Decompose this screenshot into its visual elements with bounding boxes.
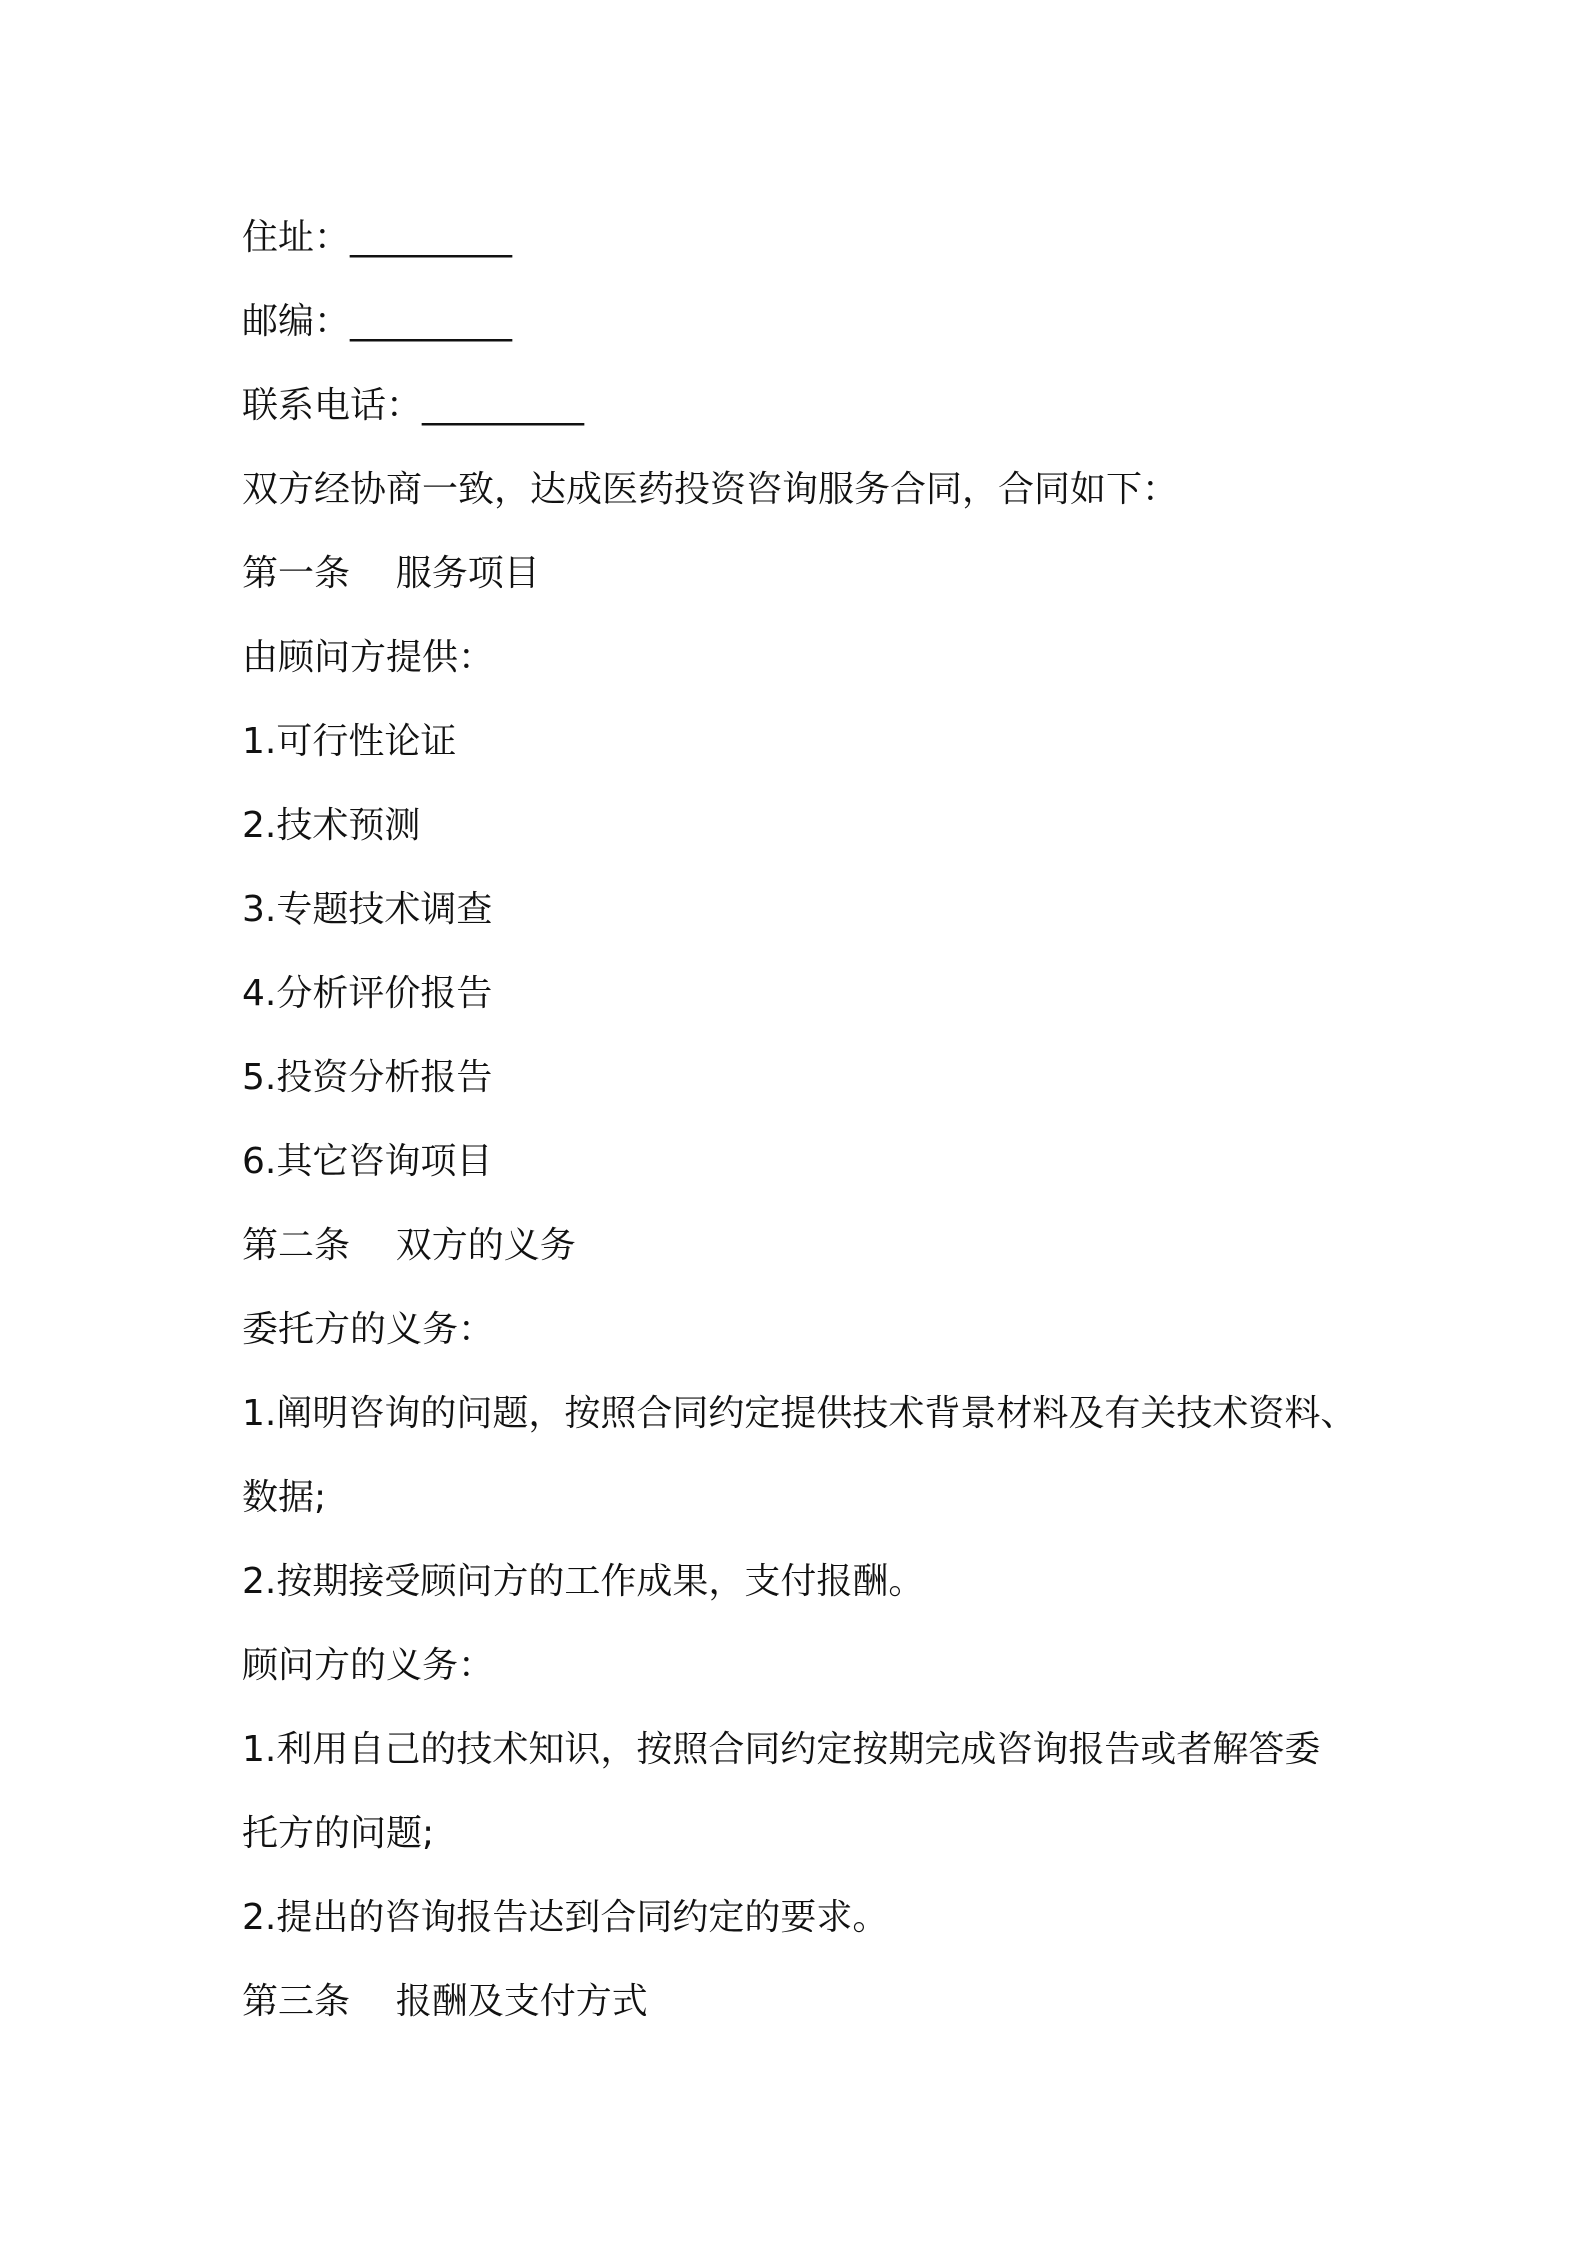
address-blank: _________	[350, 217, 513, 258]
address-field	[242, 196, 1402, 280]
article-3-title: 报酬及支付方式	[395, 1981, 648, 2022]
service-item-4: 4.分析评价报告	[242, 973, 493, 1014]
phone-blank: _________	[422, 385, 585, 426]
article-1-heading	[242, 532, 1402, 616]
postcode-blank: _________	[350, 301, 513, 342]
postcode-field	[242, 280, 1402, 364]
client-duty-1: 1.阐明咨询的问题，按照合同约定提供技术背景材料及有关技术资料、	[242, 1393, 1357, 1434]
article-3-heading	[242, 1960, 1402, 2044]
service-item-3: 3.专题技术调查	[242, 889, 493, 930]
client-duties-heading: 委托方的义务：	[242, 1309, 495, 1350]
client-duty-2: 2.按期接受顾问方的工作成果，支付报酬。	[242, 1561, 925, 1602]
phone-field	[242, 364, 1402, 448]
article-2-number: 第二条	[242, 1225, 351, 1266]
service-item-5: 5.投资分析报告	[242, 1057, 493, 1098]
client-duty-1-continued: 数据;	[242, 1477, 327, 1518]
provider-intro: 由顾问方提供：	[242, 637, 495, 678]
article-3-number: 第三条	[242, 1981, 351, 2022]
intro-paragraph: 双方经协商一致，达成医药投资咨询服务合同，合同如下：	[242, 469, 1179, 510]
consultant-duty-1-continued: 托方的问题;	[242, 1813, 435, 1854]
article-2-title: 双方的义务	[395, 1225, 576, 1266]
address-label: 住址：	[242, 217, 351, 258]
article-1-number: 第一条	[242, 553, 351, 594]
article-2-heading	[242, 1204, 1402, 1288]
service-item-2: 2.技术预测	[242, 805, 421, 846]
postcode-label: 邮编：	[242, 301, 351, 342]
consultant-duty-1: 1.利用自己的技术知识，按照合同约定按期完成咨询报告或者解答委	[242, 1729, 1321, 1770]
service-item-1: 1.可行性论证	[242, 721, 457, 762]
service-item-6: 6.其它咨询项目	[242, 1141, 493, 1182]
consultant-duty-2: 2.提出的咨询报告达到合同约定的要求。	[242, 1897, 889, 1938]
phone-label: 联系电话：	[242, 385, 423, 426]
contract-body	[242, 196, 1402, 2044]
consultant-duties-heading: 顾问方的义务：	[242, 1645, 495, 1686]
article-1-title: 服务项目	[395, 553, 540, 594]
